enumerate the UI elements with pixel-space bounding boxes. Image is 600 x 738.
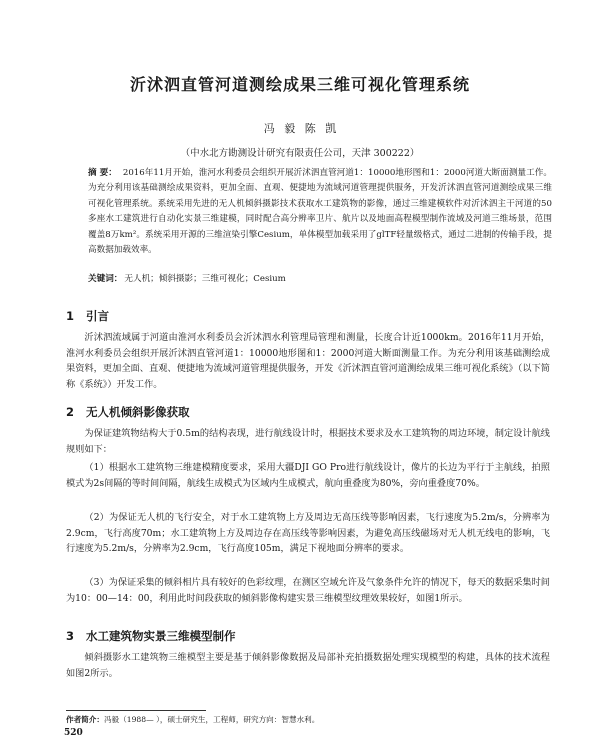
paragraph: （2）为保证无人机的飞行安全，对于水工建筑物上方及周边无高压线等影响因素，飞行速度为5.2m/s，分辨率为2.9cm，飞行高度70m；水工建筑物上方及周边存在高压线等影响因素，为避免高压线磁场对无人机无线电的影响，飞行速度为5.2m/s，分辨率为2.9cm，飞行高度105m，满足下视地面分辨率的要求。 <box>66 512 550 554</box>
paragraph: 为保证建筑物结构大于0.5m的结构表现，进行航线设计时，根据技术要求及水工建筑物的周边环境，制定设计航线规则如下： <box>66 428 550 455</box>
section-heading <box>66 308 109 324</box>
section-heading <box>66 404 190 420</box>
keywords-label: 关键词： <box>88 274 123 284</box>
section-title: 水工建筑物实景三维模型制作 <box>86 629 236 643</box>
section-title: 引言 <box>86 309 110 323</box>
section-number: 3 <box>66 629 75 643</box>
authors: 冯 毅 陈 凯 <box>263 122 337 135</box>
abstract-text: 2016年11月开始，淮河水利委员会组织开展沂沭泗直管河道1：10000地形图和1：2000河道大断面测量工作。为充分利用该基础测绘成果资料，更加全面、直观、便捷地为流域河道管理提供服务，开发沂沭泗直管河道测绘成果三维可视化管理系统。系统采用先进的无人机倾斜摄影技术获取水工建筑物的影像，通过三维建模软件对沂沭泗主干河道的50多座水工建筑进行自动化实景三维建模，同时配合高分辨率卫片、航片以及地面高程模型制作流域及河道三维场景，范围覆盖8万km²。系统采用开源的三维渲染引擎Cesium，单体模型加载采用了glTF轻量级格式，通过二进制的传输手段，提高数据加载效率。 <box>88 168 552 256</box>
abstract <box>88 166 552 258</box>
paragraph: （1）根据水工建筑物三维建模精度要求，采用大疆DJI GO Pro进行航线设计，像片的长边为平行于主航线，拍照模式为2s间隔的等时间间隔，航线生成模式为区域内生成模式，航向重叠度为80%，旁向重叠度70%。 <box>66 462 550 489</box>
affiliation: （中水北方勘测设计研究有限责任公司，天津 300222） <box>180 148 420 159</box>
footnote <box>66 714 550 725</box>
paper-title: 沂沭泗直管河道测绘成果三维可视化管理系统 <box>129 75 470 94</box>
section-number: 2 <box>66 405 75 419</box>
page-number: 520 <box>64 728 83 738</box>
keywords-text: 无人机；倾斜摄影；三维可视化；Cesium <box>124 274 286 284</box>
footnote-label: 作者简介： <box>66 715 104 724</box>
section-heading <box>66 628 236 644</box>
paragraph: （3）为保证采集的倾斜相片具有较好的色彩纹理，在测区空域允许及气象条件允许的情况下，每天的数据采集时间为10：00—14：00，利用此时间段获取的倾斜影像构建实景三维模型纹理效果较好，如图1所示。 <box>66 577 550 604</box>
paragraph: 倾斜摄影水工建筑物三维模型主要是基于倾斜影像数据及局部补充拍摄数据处理实现模型的构建，具体的技术流程如图2所示。 <box>66 652 550 679</box>
section-number: 1 <box>66 309 75 323</box>
paragraph: 沂沭泗流域属于河道由淮河水利委员会沂沭泗水利管理局管理和测量，长度合计近1000km。2016年11月开始，淮河水利委员会组织开展沂沭泗直管河道1：10000地形图和1：2000河道大断面测量工作。为充分利用该基础测绘成果资料，更加全面、直观、便捷地为流域河道管理提供服务，开发《沂沭泗直管河道测绘成果三维可视化系统》（以下简称《系统》）开发工作。 <box>66 332 550 390</box>
section-title: 无人机倾斜影像获取 <box>86 405 190 419</box>
footnote-text: 冯毅（1988— ），硕士研究生，工程师，研究方向：智慧水利。 <box>103 715 320 724</box>
footnote-divider <box>66 710 206 711</box>
abstract-label: 摘 要： <box>88 168 117 178</box>
keywords <box>88 272 552 286</box>
